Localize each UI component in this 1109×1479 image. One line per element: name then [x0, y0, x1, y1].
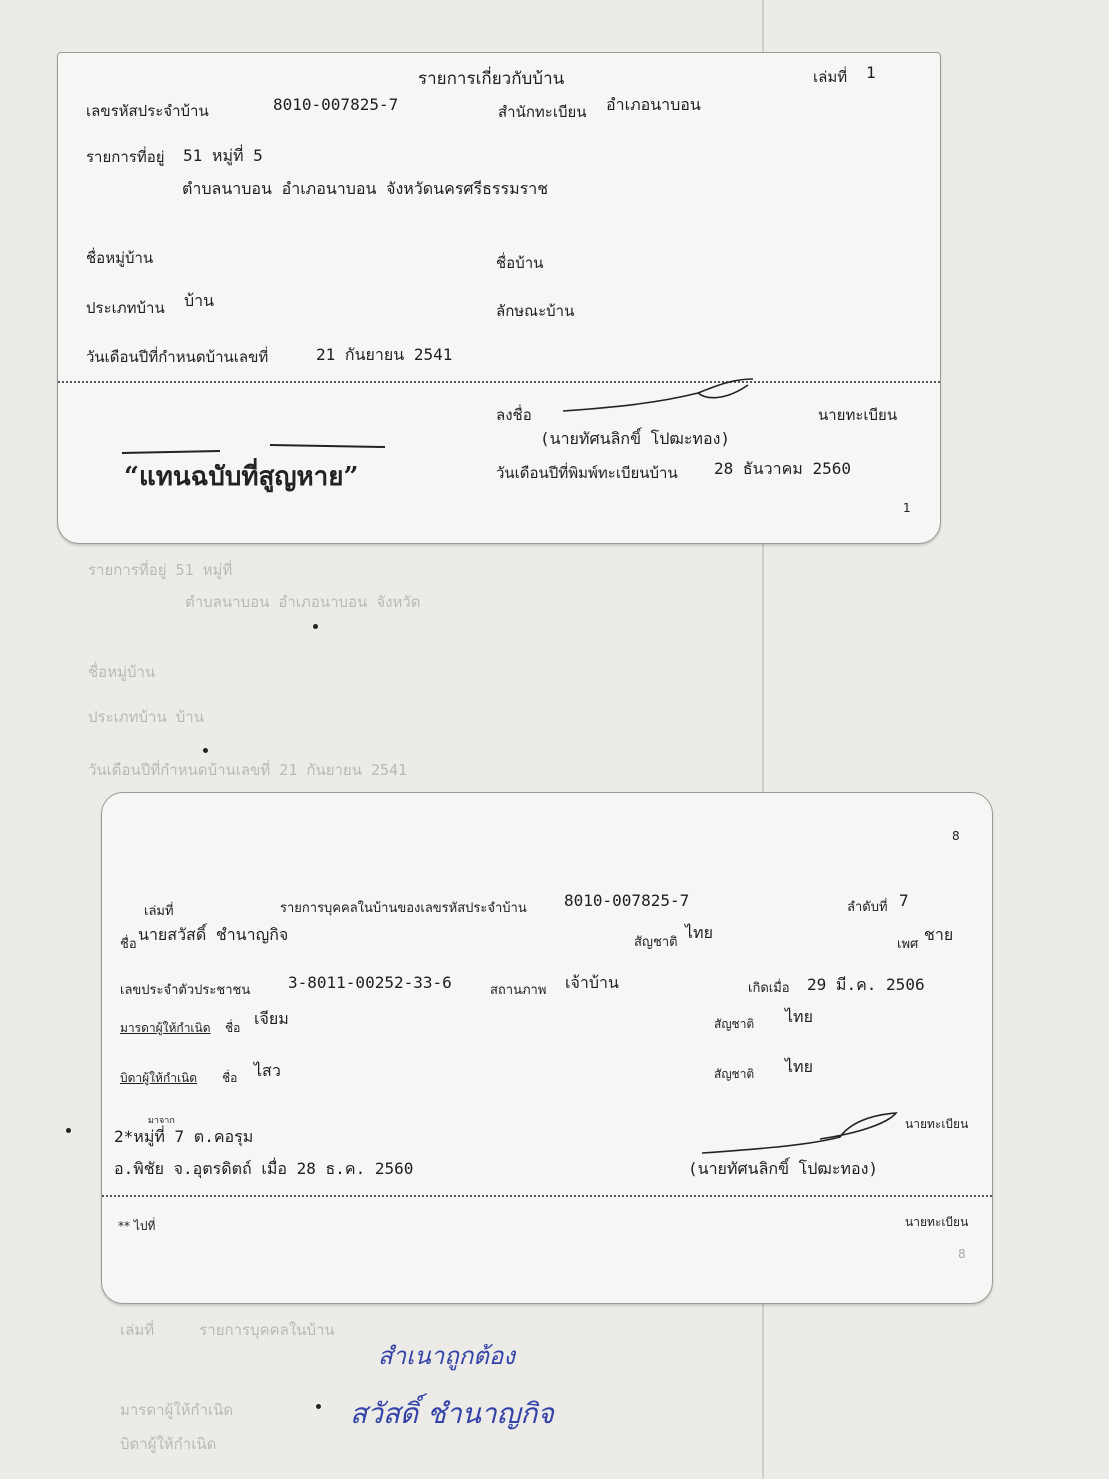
print-date-value: 28 ธันวาคม 2560 — [714, 459, 851, 478]
speck — [66, 1128, 71, 1133]
handwritten-certification: สำเนาถูกต้อง — [378, 1342, 515, 1370]
father-nat: ไทย — [785, 1057, 813, 1076]
house-style-label: ลักษณะบ้าน — [496, 302, 575, 320]
print-date-label: วันเดือนปีที่พิมพ์ทะเบียนบ้าน — [496, 464, 678, 482]
sign-label: ลงชื่อ — [496, 406, 532, 424]
registrar-name: (นายทัศนลิกขิ์ โปฒะทอง) — [540, 429, 731, 448]
birth-label: เกิดเมื่อ — [748, 981, 790, 996]
book-label: เล่มที่ — [144, 904, 174, 919]
status-label: สถานภาพ — [490, 983, 547, 998]
nationality-value: ไทย — [685, 923, 713, 942]
speck — [313, 624, 318, 629]
father-name-label: ชื่อ — [222, 1071, 238, 1085]
name-value: นายสวัสดิ์ ชำนาญกิจ — [138, 925, 289, 944]
ghost-text: บิดาผู้ให้กำเนิด — [120, 1435, 217, 1453]
moved-out-label: ** ไปที่ — [118, 1219, 156, 1233]
dotted-divider — [102, 1195, 992, 1197]
id-value: 3-8011-00252-33-6 — [288, 973, 452, 992]
speck — [316, 1404, 321, 1409]
registrar-name: (นายทัศนลิกขิ์ โปฒะทอง) — [688, 1159, 879, 1178]
page-number: 8 — [952, 829, 960, 843]
address-line1: 51 หมู่ที่ 5 — [183, 146, 263, 165]
person-record-card — [101, 792, 993, 1304]
ghost-text: เล่มที่ รายการบุคคลในบ้าน — [120, 1321, 335, 1339]
speck — [203, 748, 208, 753]
ghost-text: มารดาผู้ให้กำเนิด — [120, 1401, 234, 1419]
sex-value: ชาย — [924, 925, 954, 944]
ghost-text: วันเดือนปีที่กำหนดบ้านเลขที่ 21 กันยายน 2541 — [88, 761, 408, 779]
address-label: รายการที่อยู่ — [86, 148, 165, 166]
page-number: 1 — [903, 501, 911, 515]
number-date-label: วันเดือนปีที่กำหนดบ้านเลขที่ — [86, 348, 269, 366]
replacement-stamp: “แทนฉบับที่สูญหาย” — [124, 462, 359, 492]
mother-nat: ไทย — [785, 1007, 813, 1026]
registrar-signature — [558, 371, 758, 421]
order-label: ลำดับที่ — [847, 900, 888, 915]
house-record-title: รายการเกี่ยวกับบ้าน — [418, 69, 565, 89]
ghost-text: ชื่อหมู่บ้าน — [88, 663, 156, 681]
sex-label: เพศ — [897, 937, 919, 952]
handwritten-signature: สวัสดิ์ ชำนาญกิจ — [350, 1397, 554, 1430]
book-value: 1 — [866, 63, 876, 82]
ghost-text: ประเภทบ้าน บ้าน — [88, 708, 204, 726]
registry-office-label: สำนักทะเบียน — [498, 103, 587, 121]
registry-office-value: อำเภอนาบอน — [606, 95, 701, 114]
registrar-title: นายทะเบียน — [818, 406, 898, 424]
dotted-divider — [58, 381, 940, 383]
house-code-value: 8010-007825-7 — [564, 891, 690, 910]
registrar-title-2: นายทะเบียน — [905, 1215, 969, 1229]
house-name-label: ชื่อบ้าน — [496, 254, 544, 272]
nationality-label: สัญชาติ — [634, 935, 678, 950]
mother-name-label: ชื่อ — [225, 1021, 241, 1035]
registrar-title: นายทะเบียน — [905, 1117, 969, 1131]
father-label: บิดาผู้ให้กำเนิด — [120, 1071, 198, 1085]
moved-in-note: มาจาก — [148, 1116, 175, 1126]
corner-mark: 8 — [958, 1247, 966, 1261]
house-code-value: 8010-007825-7 — [273, 95, 399, 114]
house-type-label: ประเภทบ้าน — [86, 299, 165, 317]
status-value: เจ้าบ้าน — [565, 973, 619, 992]
ghost-text: รายการที่อยู่ 51 หมู่ที่ — [88, 561, 233, 579]
father-nat-label: สัญชาติ — [714, 1067, 755, 1081]
mother-nat-label: สัญชาติ — [714, 1017, 755, 1031]
mother-label: มารดาผู้ให้กำเนิด — [120, 1021, 211, 1035]
name-label: ชื่อ — [120, 937, 137, 952]
order-value: 7 — [899, 891, 909, 910]
mother-name: เจียม — [254, 1009, 289, 1028]
registrar-signature — [700, 1109, 900, 1157]
house-type-value: บ้าน — [184, 291, 215, 310]
house-record-card — [57, 52, 941, 544]
address-line2: ตำบลนาบอน อำเภอนาบอน จังหวัดนครศรีธรรมราช — [182, 179, 549, 198]
number-date-value: 21 กันยายน 2541 — [316, 345, 453, 364]
moved-in-line2: อ.พิชัย จ.อุตรดิตถ์ เมื่อ 28 ธ.ค. 2560 — [114, 1159, 414, 1178]
village-label: ชื่อหมู่บ้าน — [86, 249, 154, 267]
ghost-text: ตำบลนาบอน อำเภอนาบอน จังหวัด — [185, 593, 421, 611]
moved-in-line1: 2*หมู่ที่ 7 ต.คอรุม — [114, 1127, 254, 1146]
house-code-label: เลขรหัสประจำบ้าน — [86, 102, 209, 120]
id-label: เลขประจำตัวประชาชน — [120, 983, 251, 998]
book-label: เล่มที่ — [813, 68, 848, 86]
father-name: ไสว — [254, 1061, 281, 1080]
person-list-label: รายการบุคคลในบ้านของเลขรหัสประจำบ้าน — [280, 901, 527, 916]
birth-value: 29 มี.ค. 2506 — [807, 975, 925, 994]
